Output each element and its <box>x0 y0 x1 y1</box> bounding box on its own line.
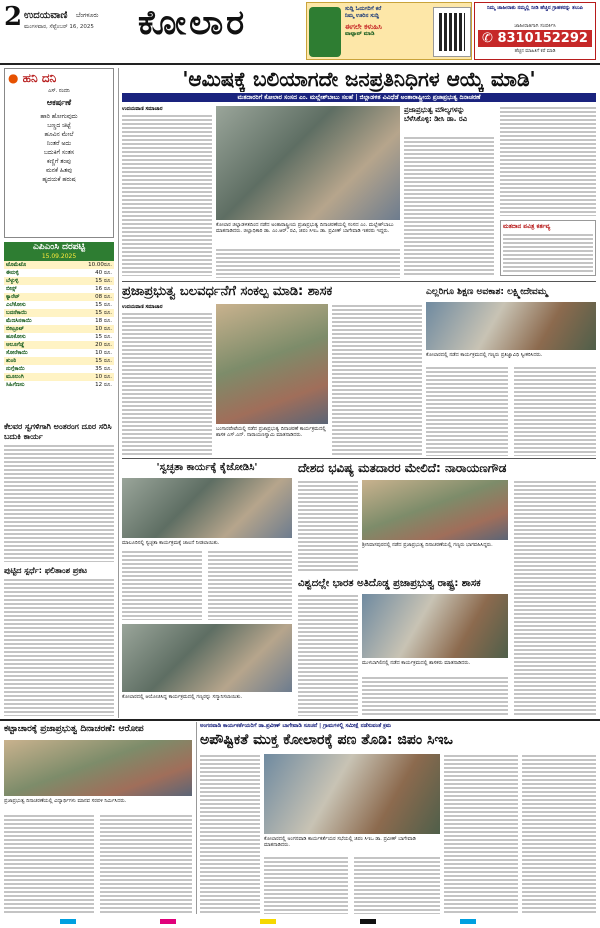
price-row <box>4 333 114 341</box>
issue-date: ಮಂಗಳವಾರ, ಸೆಪ್ಟೆಂಬರ್ 16, 2025 <box>24 24 94 30</box>
price-row <box>4 349 114 357</box>
price-row <box>4 285 114 293</box>
story-3-headline: ಎಲ್ಲರಿಗೂ ಶಿಕ್ಷಣ ಅವಕಾಶ: ಲಕ್ಷ್ಮೀದೇವಮ್ಮ <box>426 287 548 297</box>
column-divider <box>196 722 197 914</box>
body-text <box>298 594 358 716</box>
lead-byline: ಉದಯವಾಣಿ ಸಮಾಚಾರ <box>122 106 163 112</box>
ad1-line1: ಸುದ್ದಿ ಓದುಗರಿಗೆ ಕರೆ <box>345 6 382 12</box>
body-text <box>514 480 596 716</box>
price-value: 15 ರೂ. <box>95 310 112 316</box>
price-value: 12 ರೂ. <box>95 382 112 388</box>
price-item: ಸೋರೆಕಾಯಿ <box>6 350 28 356</box>
body-text <box>4 444 114 562</box>
section-title: ಕೋಲಾರ <box>138 3 248 43</box>
masthead <box>0 0 600 64</box>
price-value: 15 ರೂ. <box>95 358 112 364</box>
paper-name: ಉದಯವಾಣಿ <box>24 10 68 21</box>
price-item: ಹೂಕೋಸು <box>6 334 26 340</box>
price-value: 18 ರೂ. <box>95 318 112 324</box>
story-4-caption: ಮಾಲೂರಿನಲ್ಲಿ ಸ್ವಚ್ಛತಾ ಕಾರ್ಯಕ್ರಮಕ್ಕೆ ಚಾಲನೆ ನೀಡಲಾಯಿತು. <box>122 540 220 546</box>
body-text <box>298 480 358 572</box>
left-story-2 <box>4 566 114 716</box>
price-row <box>4 365 114 373</box>
body-text <box>200 754 260 914</box>
price-item: ಬದನೆಕಾಯಿ <box>6 310 27 316</box>
body-text <box>514 366 596 456</box>
story-5-photo <box>362 480 508 540</box>
price-item: ಶುಂಠಿ <box>6 358 17 364</box>
price-table-date: 15.09.2025 <box>4 253 114 261</box>
price-row <box>4 357 114 365</box>
phone-glyph-icon: ✆ <box>482 31 498 46</box>
side-quote-box <box>500 220 596 276</box>
lead-photo <box>216 106 400 220</box>
registration-marks <box>0 916 600 928</box>
phone-icon <box>309 7 341 57</box>
price-row <box>4 325 114 333</box>
price-item: ಬೆಳ್ಳುಳ್ಳಿ <box>6 278 19 284</box>
story-5-headline: ದೇಶದ ಭವಿಷ್ಯ ಮತದಾರರ ಮೇಲಿದೆ: ನಾರಾಯಣಗೌಡ <box>298 461 507 475</box>
price-row <box>4 381 114 389</box>
ad-phone-number: 8310152292 <box>497 31 588 46</box>
poem <box>5 112 113 184</box>
body-text <box>362 676 508 716</box>
ad1-line4: ವಾಟ್ಸಾಪ್ ಮಾಡಿ <box>345 31 375 37</box>
side-story <box>404 106 596 278</box>
price-item: ಬೀಟ್ರೂಟ್ <box>6 326 25 332</box>
honey-author: ಎಸ್. ನಂದನಿ <box>48 88 70 94</box>
edition: ಬೆಂಗಳೂರು <box>76 12 99 19</box>
apmc-price-table <box>4 242 114 418</box>
body-text <box>426 366 508 456</box>
ad1-line2: ನಿಮ್ಮ ಊರಿನ ಸುದ್ದಿ <box>345 13 380 19</box>
price-value: 10 ರೂ. <box>95 326 112 332</box>
body-text <box>522 754 596 914</box>
story-2-body <box>122 304 212 456</box>
side-headline: ಪ್ರಜಾಪ್ರಭುತ್ವ ಮೌಲ್ಯಗಳನ್ನು ಬೆಳೆಸಿಕೊಳ್ಳಿ: ಡೀಸಿ ಡಾ. ರವಿ <box>404 106 468 123</box>
story-7-caption: ಪ್ರಜಾಪ್ರಭುತ್ವ ದಿನಾಚರಣೆಯಲ್ಲಿ ವಿದ್ಯಾರ್ಥಿಗಳು ಮಾನವ ಸರಪಳಿ ನಿರ್ಮಿಸಿದರು. <box>4 798 127 804</box>
poem-line: ಹಾರಿ ಹೋಗುವುದು <box>40 113 78 120</box>
price-value: 16 ರೂ. <box>95 286 112 292</box>
price-item: ಟೊಮೆಟೊ <box>6 262 27 268</box>
masthead-rule <box>0 63 600 65</box>
lead-caption: ಕೋಲಾರ ಜಿಲ್ಲಾಡಳಿತದಿಂದ ನಡೆದ ಅಂತಾರಾಷ್ಟ್ರೀಯ ಪ್ರಜಾಪ್ರಭುತ್ವ ದಿನಾಚರಣೆಯಲ್ಲಿ ಸಂಸದ ಎಂ. ಮಲ್ಲೇಶ್‌ಬಾಬು ಮಾತನಾಡಿದರು. ಜಿಲ್ಲಾಧಿಕಾರಿ ಡಾ. ಎಂ.ಆರ್. ರವಿ, ಜಿಪಂ ಸಿಇಒ ಡಾ. ಪ್ರವೀಣ್ ಬಾಗೇವಾಡಿ ಇತರರು ಇದ್ದರು. <box>216 222 394 234</box>
price-row <box>4 293 114 301</box>
story-7-photo <box>4 740 192 796</box>
story-8-kicker: ಅಂಗನವಾಡಿ ಕಾರ್ಯಕರ್ತೆಯರಿಗೆ ಡಾ.ಪ್ರವೀಣ್ ಬಾಗೇವಾಡಿ ಸೂಚನೆ | ಗ್ರಾಮಗಳಲ್ಲಿ ಸಮೀಕ್ಷೆ ನಡೆಸುವಂತೆ ಕ್ರಮ <box>200 723 392 729</box>
side-quote-label: ಮತದಾನ ಪವಿತ್ರ ಕರ್ತವ್ಯ <box>503 223 551 230</box>
story-2-photo <box>216 304 328 424</box>
price-row <box>4 317 114 325</box>
left-story-1-headline: ಕೆಲವರ ಸ್ವಗಳಿಗಾಗಿ ಅಂತರಂಗ ದೂರ ಸರಿಸಿ ಬದುಕಿ ಕಾರ್ಯ <box>4 422 112 441</box>
story-2-byline: ಉದಯವಾಣಿ ಸಮಾಚಾರ <box>122 304 163 310</box>
body-text <box>122 312 212 456</box>
story-3-photo <box>426 302 596 350</box>
price-rows <box>4 261 114 389</box>
story-7-headline: ಕಟ್ಟಾಚಾರಕ್ಕೆ ಪ್ರಜಾಪ್ರಭುತ್ವ ದಿನಾಚರಣೆ: ಆರೋಪ <box>4 724 144 734</box>
section-rule <box>0 719 600 721</box>
price-row <box>4 309 114 317</box>
price-table-title: ಎಪಿಎಂಸಿ ದರಪಟ್ಟಿ <box>4 242 114 253</box>
price-row <box>4 277 114 285</box>
body-text <box>354 856 440 914</box>
left-story-1 <box>4 422 114 562</box>
body-text <box>216 248 400 278</box>
price-value: 10 ರೂ. <box>95 350 112 356</box>
story-4-headline: 'ಸ್ವಚ್ಛತಾ ಕಾರ್ಯಕ್ಕೆ ಕೈಜೋಡಿಸಿ' <box>156 462 258 473</box>
story-8-caption: ಕೋಲಾರದಲ್ಲಿ ಅಂಗನವಾಡಿ ಕಾರ್ಯಕರ್ತೆಯರ ಸಭೆಯಲ್ಲಿ ಜಿಪಂ ಸಿಇಒ ಡಾ. ಪ್ರವೀಣ್ ಬಾಗೇವಾಡಿ ಮಾತನಾಡಿದರು. <box>264 836 416 848</box>
story-2-headline: ಪ್ರಜಾಪ್ರಭುತ್ವ ಬಲವರ್ಧನೆಗೆ ಸಂಕಲ್ಪ ಮಾಡಿ: ಶಾಸಕ <box>122 284 333 299</box>
poem-line: ಹೂವಿನ ಮೇಲೆ <box>44 131 74 138</box>
body-text <box>208 550 292 620</box>
price-value: 15 ರೂ. <box>95 334 112 340</box>
story-4-photo <box>122 478 292 538</box>
ad1-line3: ಈಗಲೇ ಕಳುಹಿಸಿ <box>345 23 382 31</box>
story-3-caption: ಕೋಲಾರದಲ್ಲಿ ನಡೆದ ಕಾರ್ಯಕ್ರಮದಲ್ಲಿ ಗಣ್ಯರು ಪ್ರತಿಜ್ಞಾವಿಧಿ ಸ್ವೀಕರಿಸಿದರು. <box>426 352 543 358</box>
price-item: ಕ್ಯಾರೆಟ್ <box>6 294 20 300</box>
body-text <box>332 304 422 456</box>
story-8-photo <box>264 754 440 834</box>
honey-brand <box>5 69 113 88</box>
ad2-label: ಜಾಹೀರಾತಿಗಾಗಿ ಸಂಪರ್ಕಿಸಿ <box>514 23 556 29</box>
price-value: 08 ರೂ. <box>95 294 112 300</box>
body-text <box>100 814 192 914</box>
poem-line: ಮನಕೆ ಹಿತವು <box>45 167 73 174</box>
story-6-headline: ವಿಶ್ವದಲ್ಲೇ ಭಾರತ ಅತಿದೊಡ್ಡ ಪ್ರಜಾಪ್ರಭುತ್ವ ರಾಷ್ಟ್ರ: ಶಾಸಕ <box>298 578 481 589</box>
poem-line: ಕಣ್ಣಿಗೆ ತಂಪು <box>47 158 71 165</box>
honey-corner <box>4 68 114 238</box>
price-item: ಸಿಹಿಗೆಣಸು <box>6 382 25 388</box>
price-value: 10.00ರೂ. <box>88 262 112 268</box>
column-divider <box>118 68 119 718</box>
ad2-text: ನಿಮ್ಮ ಜಾಹೀರಾತು ನಮ್ಮಲ್ಲಿ ನೀಡಿ ಹೆಚ್ಚಿನ ಗ್ರಾಹಕರನ್ನು ತಲುಪಿ <box>487 5 583 11</box>
story-5-caption: ಶ್ರೀನಿವಾಸಪುರದಲ್ಲಿ ನಡೆದ ಪ್ರಜಾಪ್ರಭುತ್ವ ದಿನಾಚರಣೆಯಲ್ಲಿ ಗಣ್ಯರು ಭಾಗವಹಿಸಿದ್ದರು. <box>362 542 493 548</box>
price-item: ಮೂಲಂಗಿ <box>6 374 24 380</box>
price-value: 10 ರೂ. <box>95 374 112 380</box>
mid-photo <box>122 624 292 692</box>
price-value: 15 ರೂ. <box>95 278 112 284</box>
section-rule <box>122 281 596 282</box>
ad2-footer: ಹೆಚ್ಚಿನ ಮಾಹಿತಿಗೆ ಕರೆ ಮಾಡಿ <box>514 49 556 54</box>
lead-headline: 'ಆಮಿಷಕ್ಕೆ ಬಲಿಯಾಗದೇ ಜನಪ್ರತಿನಿಧಿಗಳ ಆಯ್ಕೆ ಮಾಡಿ' <box>182 67 536 91</box>
price-item: ಬೀನ್ಸ್ <box>6 286 17 292</box>
lead-body <box>122 106 212 276</box>
body-text <box>264 856 348 914</box>
price-row <box>4 301 114 309</box>
poem-line: ನಿಂತರೆ ಅದು <box>46 140 72 147</box>
poem-line: ಹೃದಯಕೆ ಹರುಷ <box>42 176 76 183</box>
mid-caption: ಕೋಲಾರದಲ್ಲಿ ಆಯೋಜಿಸಿದ್ದ ಕಾರ್ಯಕ್ರಮದಲ್ಲಿ ಗಣ್ಯರನ್ನು ಸನ್ಮಾನಿಸಲಾಯಿತು. <box>122 694 243 700</box>
body-text <box>122 114 212 276</box>
body-text <box>444 754 518 914</box>
price-item: ಎಲೆಕೋಸು <box>6 302 26 308</box>
price-value: 20 ರೂ. <box>95 342 112 348</box>
price-row <box>4 261 114 269</box>
poem-line: ಬದುಕಿಗೆ ಸಂತಸ <box>43 149 75 156</box>
ad-banner <box>474 2 596 60</box>
story-8-headline: ಅಪೌಷ್ಟಿಕತೆ ಮುಕ್ತ ಕೋಲಾರಕ್ಕೆ ಪಣ ತೊಡಿ: ಜಿಪಂ ಸಿಇಒ <box>200 732 453 748</box>
price-item: ಈರುಳ್ಳಿ <box>6 270 19 276</box>
honey-drop-icon: ● <box>8 71 19 85</box>
price-item: ನುಗ್ಗೆಕಾಯಿ <box>6 366 25 372</box>
story-6-photo <box>362 594 508 658</box>
poem-title: ಆಕರ್ಷಣೆ <box>46 98 72 107</box>
body-text <box>500 106 596 216</box>
body-text <box>4 814 94 914</box>
price-value: 15 ರೂ. <box>95 302 112 308</box>
ad-phone <box>478 30 592 47</box>
qr-code-icon <box>433 7 471 57</box>
story-6-caption: ಮುಳಬಾಗಿಲಿನಲ್ಲಿ ನಡೆದ ಕಾರ್ಯಕ್ರಮದಲ್ಲಿ ಶಾಸಕರು ಮಾತನಾಡಿದರು. <box>362 660 471 666</box>
body-text <box>404 136 494 276</box>
body-text <box>503 233 593 273</box>
lead-subhead: ಮತದಾರರಿಗೆ ಕೋಲಾರ ಸಂಸದ ಎಂ. ಮಲ್ಲೇಶ್‌ಬಾಬು ಸಲಹೆ | ಜಿಲ್ಲಾಡಳಿತ ವಿವಿಧೆಡೆ ಅಂತಾರಾಷ್ಟ್ರೀಯ ಪ್ರಜಾಪ್ರಭುತ್ವ ದಿನಾಚರಣೆ <box>122 93 596 102</box>
price-value: 40 ರೂ. <box>95 270 112 276</box>
page-number: 2 <box>4 2 23 32</box>
price-item: ಆಲೂಗೆಡ್ಡೆ <box>6 342 25 348</box>
body-text <box>4 578 114 716</box>
price-row <box>4 373 114 381</box>
price-item: ಮೆಣಸಿನಕಾಯಿ <box>6 318 32 324</box>
story-2-caption: ಬಂಗಾರಪೇಟೆಯಲ್ಲಿ ನಡೆದ ಪ್ರಜಾಪ್ರಭುತ್ವ ದಿನಾಚರಣೆ ಕಾರ್ಯಕ್ರಮದಲ್ಲಿ ಶಾಸಕ ಎಸ್.ಎನ್. ನಾರಾಯಣಸ್ವಾಮಿ ಮಾತನಾಡಿದರು. <box>216 426 326 438</box>
left-story-2-headline: ಪುಟ್ಟಿದ ಸ್ಪರ್ಧೆ: ಫಲಿತಾಂಶ ಪ್ರಕಟ <box>4 566 88 575</box>
poem-line: ಬಣ್ಣದ ಚಿಟ್ಟೆ <box>47 122 71 129</box>
body-text <box>122 550 202 620</box>
honey-brand-text: ಹನಿ ದನಿ <box>22 71 57 85</box>
price-row <box>4 269 114 277</box>
price-value: 35 ರೂ. <box>95 366 112 372</box>
price-row <box>4 341 114 349</box>
section-rule <box>122 458 596 459</box>
whatsapp-ad <box>306 2 472 60</box>
